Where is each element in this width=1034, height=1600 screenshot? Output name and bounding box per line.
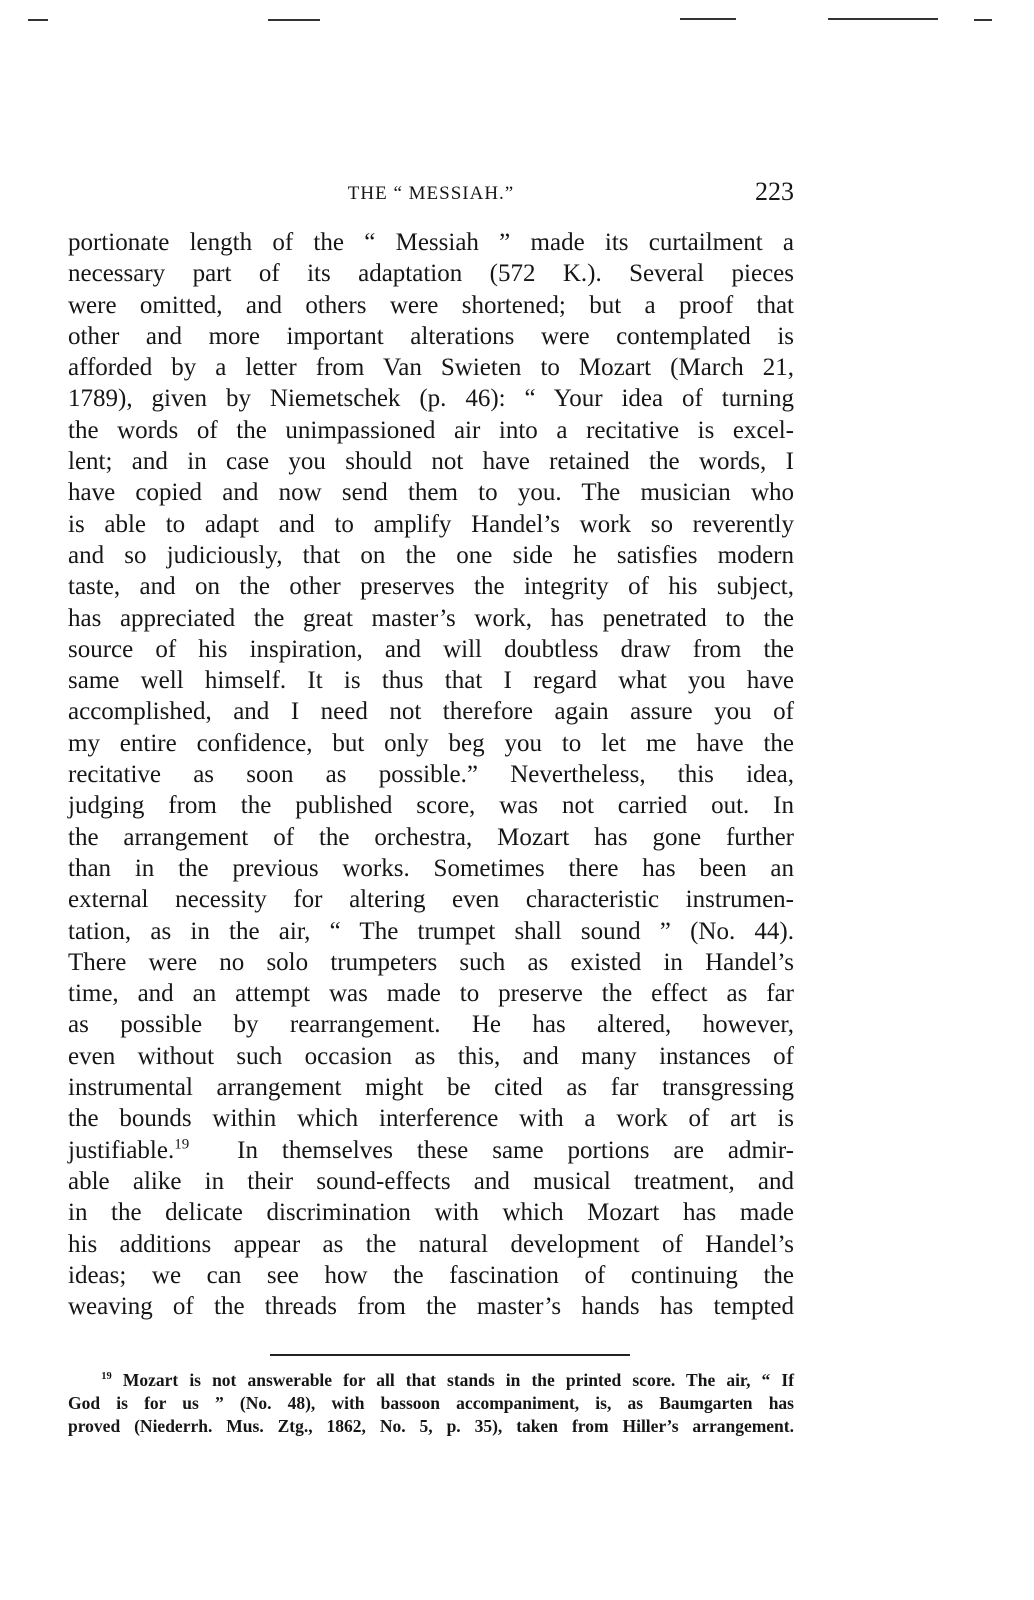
page-header xyxy=(68,177,794,211)
running-title: THE “ MESSIAH.” xyxy=(347,183,515,204)
text-line: in the delicate discrimination with which Mozart has made xyxy=(68,1199,794,1227)
text-line: lent; and in case you should not have retained the words, I xyxy=(68,448,794,476)
text-line: able alike in their sound-effects and musical treatment, and xyxy=(68,1167,794,1195)
text-fragment: In themselves these same portions are admir- xyxy=(237,1136,795,1164)
text-line: his additions appear as the natural development of Handel’s xyxy=(68,1230,794,1258)
text-line: and so judiciously, that on the one side he satisfies modern xyxy=(68,541,794,569)
scan-artifact-mark xyxy=(974,19,992,21)
text-line: even without such occasion as this, and many instances of xyxy=(68,1042,794,1070)
text-line: 1789), given by Niemetschek (p. 46): “ Your idea of turning xyxy=(68,385,794,413)
text-line: There were no solo trumpeters such as existed in Handel’s xyxy=(68,948,794,976)
text-line: were omitted, and others were shortened; but a proof that xyxy=(68,291,794,319)
text-line: other and more important alterations were contemplated is xyxy=(68,322,794,350)
text-line: same well himself. It is thus that I regard what you have xyxy=(68,667,794,695)
text-line: necessary part of its adaptation (572 K.). Several pieces xyxy=(68,260,794,288)
footnote-reference[interactable]: 19 xyxy=(174,1136,190,1153)
text-line: the words of the unimpassioned air into a recitative is excel- xyxy=(68,416,794,444)
text-line: have copied and now send them to you. The musician who xyxy=(68,479,794,507)
text-line: the arrangement of the orchestra, Mozart has gone further xyxy=(68,823,794,851)
scan-artifact-mark xyxy=(268,19,320,21)
footnote-marker: 19 xyxy=(101,1371,112,1383)
footnote-line: proved (Niederrh. Mus. Ztg., 1862, No. 5, p. 35), taken from Hiller’s arrangement. xyxy=(68,1416,794,1436)
text-line: instrumental arrangement might be cited as far transgressing xyxy=(68,1074,794,1102)
text-line: my entire confidence, but only beg you to let me have the xyxy=(68,729,794,757)
text-line: portionate length of the “ Messiah ” made its curtailment a xyxy=(68,229,794,256)
page-number: 223 xyxy=(755,177,794,206)
text-line: has appreciated the great master’s work, has penetrated to the xyxy=(68,604,794,632)
text-line: tation, as in the air, “ The trumpet shall sound ” (No. 44). xyxy=(68,917,794,945)
footnote-line: God is for us ” (No. 48), with bassoon accompaniment, is, as Baumgarten has xyxy=(68,1393,794,1413)
scan-artifact-mark xyxy=(828,18,938,20)
text-line: the bounds within which interference with a work of art is xyxy=(68,1105,794,1133)
footnote xyxy=(68,1369,794,1438)
text-fragment: justifiable. xyxy=(68,1136,175,1164)
footnote-line xyxy=(68,1369,794,1392)
text-line: source of his inspiration, and will doubtless draw from the xyxy=(68,635,794,663)
text-line: accomplished, and I need not therefore again assure you of xyxy=(68,698,794,726)
text-line: ideas; we can see how the fascination of continuing the xyxy=(68,1261,794,1289)
text-line: time, and an attempt was made to preserve the effect as far xyxy=(68,980,794,1008)
scan-artifact-mark xyxy=(28,19,48,21)
text-line: external necessity for altering even characteristic instrumen- xyxy=(68,886,794,914)
footnote-divider xyxy=(270,1354,630,1356)
text-line: judging from the published score, was not carried out. In xyxy=(68,792,794,820)
text-line: weaving of the threads from the master’s hands has tempted xyxy=(68,1293,794,1321)
text-line: recitative as soon as possible.” Nevertheless, this idea, xyxy=(68,761,794,789)
text-line: is able to adapt and to amplify Handel’s work so reverently xyxy=(68,510,794,538)
scan-artifact-mark xyxy=(680,18,736,20)
footnote-text: Mozart is not answerable for all that stands in the printed score. The air, “ If xyxy=(122,1370,795,1390)
text-line: afforded by a letter from Van Swieten to Mozart (March 21, xyxy=(68,354,794,382)
text-line-with-footnote-ref xyxy=(68,1135,794,1166)
text-line: as possible by rearrangement. He has altered, however, xyxy=(68,1011,794,1039)
text-line: than in the previous works. Sometimes there has been an xyxy=(68,854,794,882)
text-line: taste, and on the other preserves the integrity of his subject, xyxy=(68,573,794,601)
body-text xyxy=(68,227,794,1322)
